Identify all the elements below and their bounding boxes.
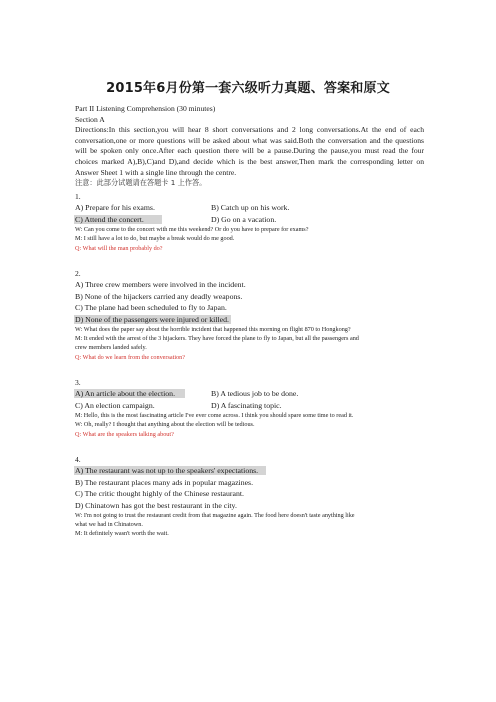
script-line: what we had in Chinatown. [75, 521, 143, 529]
option-b: B) A tedious job to be done. [211, 389, 299, 399]
option-d-answer-highlight: D) None of the passengers were injured or killed. [75, 314, 229, 324]
question-number: 4. [75, 454, 81, 464]
document-body [75, 104, 424, 539]
section-heading: Section A [75, 114, 105, 124]
option-a: A) Three crew members were involved in the incident. [75, 280, 246, 290]
option-a-answer-highlight: A) An article about the election. [74, 389, 185, 398]
script-line: crew members landed safely. [75, 344, 147, 352]
script-line: M: It ended with the arrest of the 3 hijackers. They have forced the plane to fly to Japan, but all the passengers and [75, 335, 359, 343]
question-number: 2. [75, 268, 81, 278]
option-row [75, 400, 424, 411]
question-number: 3. [75, 377, 81, 387]
option-row [75, 214, 424, 225]
part-heading: Part II Listening Comprehension (30 minutes) [75, 104, 216, 113]
script-line: M: I still have a lot to do, but maybe a break would do me good. [75, 235, 235, 243]
directions-text: Directions:In this section,you will hear 8 short conversations and 2 long conversations.At the end of each conversation,one or more questions will be asked about what was said.Both the conversation and the questions will be spoken only once.After each question there will be a pause.During the pause,you must read the four choices marked A),B),C)and D),and decide which is the best answer,Then mark the corresponding letter on Answer Sheet 1 with a single line through the centre. [75, 125, 424, 177]
option-a-answer-highlight: A) The restaurant was not up to the speakers' expectations. [74, 466, 266, 475]
option-b: B) The restaurant places many ads in popular magazines. [75, 477, 254, 487]
option-d: D) Chinatown has got the best restaurant in the city. [75, 500, 237, 510]
option-row [75, 202, 424, 213]
option-c: C) An election campaign. [75, 400, 155, 410]
document-title: 2015年6月份第一套六级听力真题、答案和原文 [106, 81, 390, 96]
script-line: M: It definitely wasn't worth the wait. [75, 530, 169, 538]
option-b: B) None of the hijackers carried any deadly weapons. [75, 291, 243, 301]
question-number: 1. [75, 191, 81, 201]
script-line: W: What does the paper say about the horrible incident that happened this morning on flight 870 to Hongkong? [75, 325, 351, 333]
question-prompt: Q: What will the man probably do? [75, 244, 163, 252]
script-line: W: Can you come to the concert with me this weekend? Or do you have to prepare for exams? [75, 226, 309, 234]
option-c-answer-highlight: C) Attend the concert. [74, 215, 162, 224]
option-a: A) Prepare for his exams. [75, 203, 155, 213]
option-row [75, 388, 424, 399]
option-d: D) Go on a vacation. [211, 214, 277, 224]
option-c: C) The critic thought highly of the Chinese restaurant. [75, 489, 244, 499]
script-line: M: Hello, this is the most fascinating article I've ever come across. I think you should spare some time to read it. [75, 412, 354, 420]
option-b: B) Catch up on his work. [211, 203, 290, 213]
answer-sheet-note: 注意：此部分试题请在答题卡 1 上作答。 [75, 178, 207, 188]
script-line: W: I'm not going to trust the restaurant credit from that magazine again. The food here doesn't taste anything like [75, 511, 355, 519]
option-c: C) The plane had been scheduled to fly to Japan. [75, 303, 227, 313]
question-prompt: Q: What are the speakers talking about? [75, 430, 174, 438]
question-prompt: Q: What do we learn from the conversation? [75, 353, 186, 361]
script-line: W: Oh, really? I thought that anything about the election will be tedious. [75, 421, 255, 429]
option-d: D) A fascinating topic. [211, 400, 282, 410]
